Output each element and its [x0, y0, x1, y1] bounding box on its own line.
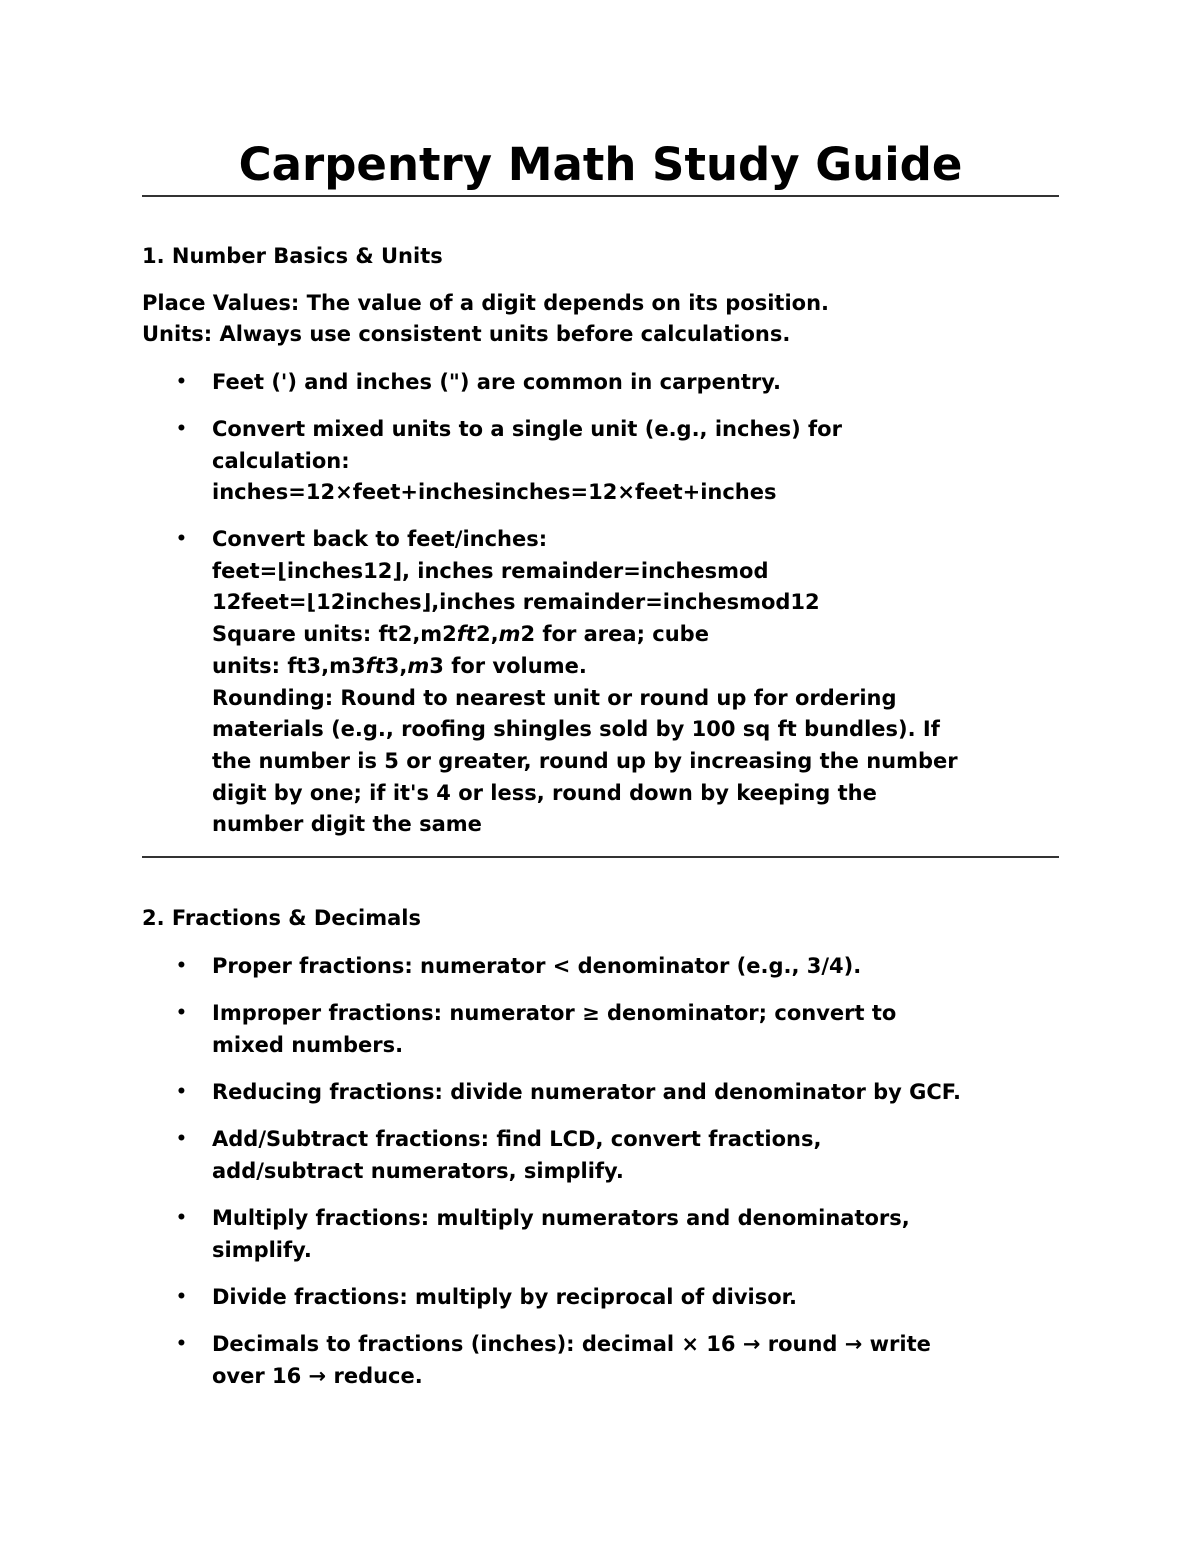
- list-item: [142, 1282, 1059, 1314]
- feet-formula: 12feet=⌊12inches⌋,inches remainder=inchesmod12: [212, 590, 820, 615]
- bullet-icon: •: [176, 1208, 187, 1228]
- bullet-icon: •: [176, 419, 187, 439]
- list-item: [142, 414, 1059, 509]
- rounding-text: materials (e.g., roofing shingles sold by 100 sq ft bundles). If: [212, 717, 940, 742]
- list-item: [142, 998, 1059, 1061]
- cube-units-text: units: ft3,m3ft3,m3 for volume.: [212, 653, 587, 678]
- list-item-line: Convert mixed units to a single unit (e.g., inches) for: [212, 417, 842, 441]
- section-divider: [142, 856, 1059, 858]
- rounding-text: the number is 5 or greater, round up by increasing the number: [212, 748, 958, 773]
- bullet-icon: •: [176, 529, 187, 549]
- list-item-line: simplify.: [212, 1237, 312, 1262]
- rounding-text: digit by one; if it's 4 or less, round down by keeping the: [212, 780, 877, 805]
- bullet-icon: •: [176, 1334, 187, 1354]
- list-item: [142, 367, 1059, 399]
- bullet-icon: •: [176, 956, 187, 976]
- section-heading-fractions: 2. Fractions & Decimals: [142, 906, 421, 930]
- list-item: [142, 1203, 1059, 1266]
- list-item-line: calculation:: [212, 448, 350, 473]
- list-item-line: Feet (') and inches (") are common in carpentry.: [212, 370, 781, 394]
- feet-formula: feet=⌊inches12⌋, inches remainder=inchesmod: [212, 558, 769, 583]
- list-item-line: add/subtract numerators, simplify.: [212, 1158, 624, 1183]
- list-item: [142, 524, 1059, 841]
- list-item-line: Decimals to fractions (inches): decimal × 16 → round → write: [212, 1332, 931, 1356]
- list-item-line: Divide fractions: multiply by reciprocal of divisor.: [212, 1285, 798, 1309]
- title-divider: [142, 195, 1059, 197]
- rounding-text: number digit the same: [212, 812, 482, 837]
- bullet-icon: •: [176, 1082, 187, 1102]
- units-text: Units: Always use consistent units before calculations.: [142, 322, 791, 346]
- bullet-icon: •: [176, 372, 187, 392]
- bullet-icon: •: [176, 1003, 187, 1023]
- list-item: [142, 1124, 1059, 1187]
- square-units-text: Square units: ft2,m2ft2,m2 for area; cube: [212, 622, 709, 647]
- page-title: Carpentry Math Study Guide: [238, 138, 963, 191]
- rounding-text: Rounding: Round to nearest unit or round up for ordering: [212, 685, 897, 710]
- list-item-line: over 16 → reduce.: [212, 1363, 423, 1388]
- list-item-line: Reducing fractions: divide numerator and denominator by GCF.: [212, 1080, 962, 1104]
- section-heading-number-basics: 1. Number Basics & Units: [142, 244, 443, 268]
- list-item-line: Add/Subtract fractions: find LCD, convert fractions,: [212, 1127, 822, 1151]
- bullet-icon: •: [176, 1129, 187, 1149]
- list-item-line: Convert back to feet/inches:: [212, 527, 548, 551]
- list-item: [142, 1077, 1059, 1109]
- list-item-line: Multiply fractions: multiply numerators and denominators,: [212, 1206, 910, 1230]
- list-item-line: Proper fractions: numerator < denominator (e.g., 3/4).: [212, 954, 862, 978]
- list-item-line: mixed numbers.: [212, 1032, 404, 1057]
- list-item: [142, 1329, 1059, 1392]
- list-item: [142, 951, 1059, 983]
- conversion-formula: inches=12×feet+inchesinches=12×feet+inches: [212, 480, 777, 505]
- place-values-text: Place Values: The value of a digit depends on its position.: [142, 291, 830, 315]
- bullet-icon: •: [176, 1287, 187, 1307]
- list-item-line: Improper fractions: numerator ≥ denominator; convert to: [212, 1001, 897, 1025]
